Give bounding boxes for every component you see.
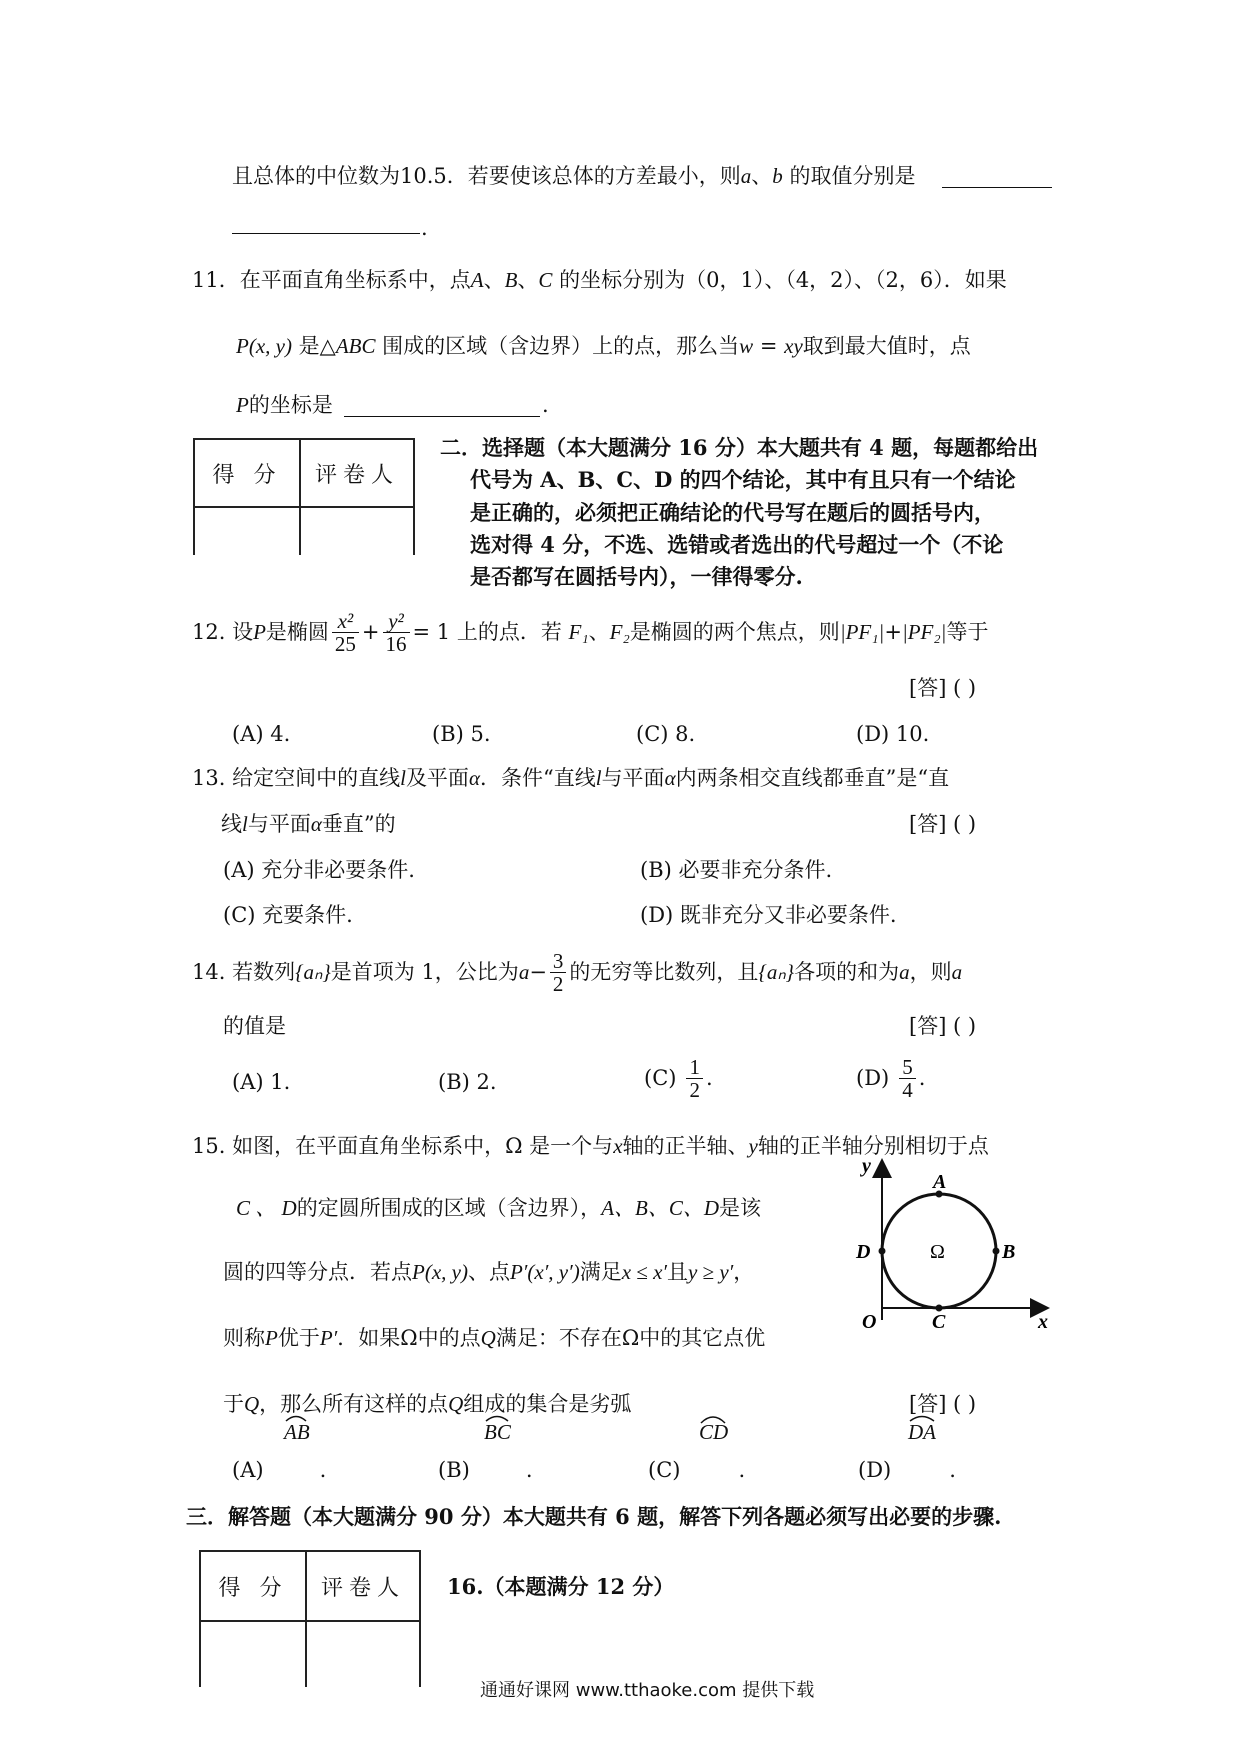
q12-line1: 12. 设 P 是椭圆 $\frac{\text{x²}}{25}$ + $\frac{\text{y²}}{16}$ = 1 上的点．若 F₁ 、 F₂ 是椭圆的两个焦点，则 |PF₁| + |PF₂| 等于 [192,609,989,657]
arc-ab-label: AB [284,1420,310,1444]
point-d [879,1248,886,1255]
score-table-section2 [193,438,415,555]
q12-fraction-y: $\frac{\text{y²}}{16}$ [383,610,410,655]
section2-heading: 二．选择题（本大题满分 16 分）本大题共有 4 题，每题都给出 [440,435,1039,460]
arc-bc-label: BC [484,1420,511,1444]
score-cell[interactable] [194,507,300,555]
fig-a-label: A [933,1171,947,1193]
q14-line1: 14. 若数列 {aₙ} 是首项为 1，公比为 a − $\frac{3}{2}$ 的无穷等比数列，且 {aₙ} 各项的和为 a ，则 a [192,949,963,997]
q13-answer-bracket[interactable]: [答] ( ) [909,812,977,836]
score-table-section3 [199,1550,421,1687]
q12-option-b[interactable]: (B) 5. [432,722,491,746]
q14-option-d[interactable]: (D) $\frac{5}{4}$ . [856,1055,926,1103]
q11-answer-blank[interactable] [344,415,540,417]
q16-label: 16.（本题满分 12 分） [447,1574,675,1599]
q13-line2: 线l与平面α垂直”的 [221,812,396,836]
section2-line4: 选对得 4 分，不选、选错或者选出的代号超过一个（不论 [470,532,1004,557]
q15-option-a[interactable]: (A) . [232,1458,327,1482]
arc-cd-label: CD [699,1420,729,1444]
q14-fraction: $\frac{3}{2}$ [550,950,567,995]
arc-da-label: DA [908,1420,936,1444]
grader-header: 评卷人 [306,1551,420,1621]
q10-end: . [421,216,428,240]
q14-option-c[interactable]: (C) $\frac{1}{2}$ . [644,1055,713,1103]
q12-fraction-x: $\frac{\text{x²}}{25}$ [332,610,359,655]
q14-line2: 的值是 [223,1014,286,1038]
q15-option-b[interactable]: (B) . [438,1458,533,1482]
footer-credit: 通通好课网 www.tthaoke.com 提供下载 [480,1680,815,1701]
fig-omega-label: Ω [930,1241,945,1263]
q12-option-c[interactable]: (C) 8. [636,722,696,746]
q14-answer-bracket[interactable]: [答] ( ) [909,1014,977,1038]
fig-d-label: D [856,1241,871,1263]
q13-option-b[interactable]: (B) 必要非充分条件. [640,858,833,882]
q14-option-b[interactable]: (B) 2. [438,1070,497,1094]
grader-header: 评卷人 [300,439,414,507]
q14-option-a[interactable]: (A) 1. [232,1070,291,1094]
q11-line2: P(x, y) 是△ABC 围成的区域（含边界）上的点，那么当w = xy取到最大值时，点 [236,334,971,358]
grader-cell[interactable] [306,1621,420,1687]
q12-option-a[interactable]: (A) 4. [232,722,291,746]
q15-line5: 于Q，那么所有这样的点Q组成的集合是劣弧 [223,1392,632,1416]
q15-circle-figure [848,1150,1058,1330]
q11-line3: P的坐标是 [236,393,333,417]
q11-line1: 11．在平面直角坐标系中，点A、B、C 的坐标分别为（0，1）、（4，2）、（2，6）．如果 [192,268,1007,292]
q13-line1: 13. 给定空间中的直线l及平面α．条件“直线l与平面α内两条相交直线都垂直”是“直 [192,766,950,790]
q15-line3: 圆的四等分点．若点P(x, y)、点P′(x′, y′)满足x ≤ x′且y ≥ y′， [223,1260,755,1284]
q12-answer-bracket[interactable]: [答] ( ) [909,676,977,700]
q13-option-c[interactable]: (C) 充要条件. [223,903,353,927]
score-cell[interactable] [200,1621,306,1687]
fig-c-label: C [932,1311,946,1330]
fig-y-label: y [862,1155,871,1177]
q15-answer-bracket[interactable]: [答] ( ) [909,1392,977,1416]
score-header: 得 分 [194,439,300,507]
q10-answer-blank-2[interactable] [232,232,420,234]
q12-option-d[interactable]: (D) 10. [856,722,930,746]
fig-origin-label: O [862,1311,877,1330]
q10-answer-blank-1[interactable] [942,186,1052,188]
q13-option-d[interactable]: (D) 既非充分又非必要条件. [640,903,897,927]
q15-line4: 则称P优于P′．如果Ω中的点Q满足：不存在Ω中的其它点优 [223,1326,766,1350]
score-header: 得 分 [200,1551,306,1621]
q11-end: . [542,393,549,417]
q15-option-d[interactable]: (D) . [858,1458,956,1482]
q10-line1: 且总体的中位数为10.5．若要使该总体的方差最小，则a、b 的取值分别是 [232,164,916,188]
q15-line1: 15. 如图，在平面直角坐标系中，Ω 是一个与x轴的正半轴、y轴的正半轴分别相切于点 [192,1134,989,1158]
section2-line3: 是正确的，必须把正确结论的代号写在题后的圆括号内， [470,500,995,525]
section2-line2: 代号为 A、B、C、D 的四个结论，其中有且只有一个结论 [470,467,1016,492]
grader-cell[interactable] [300,507,414,555]
q13-option-a[interactable]: (A) 充分非必要条件. [223,858,415,882]
q15-line2: C 、 D的定圆所围成的区域（含边界），A、B、C、D是该 [236,1196,762,1220]
fig-b-label: B [1002,1241,1016,1263]
section3-heading: 三．解答题（本大题满分 90 分）本大题共有 6 题，解答下列各题必须写出必要的步骤. [186,1504,1002,1529]
point-b [993,1248,1000,1255]
section2-line5: 是否都写在圆括号内），一律得零分. [470,564,803,589]
q15-option-c[interactable]: (C) . [648,1458,746,1482]
fig-x-label: x [1038,1311,1048,1330]
